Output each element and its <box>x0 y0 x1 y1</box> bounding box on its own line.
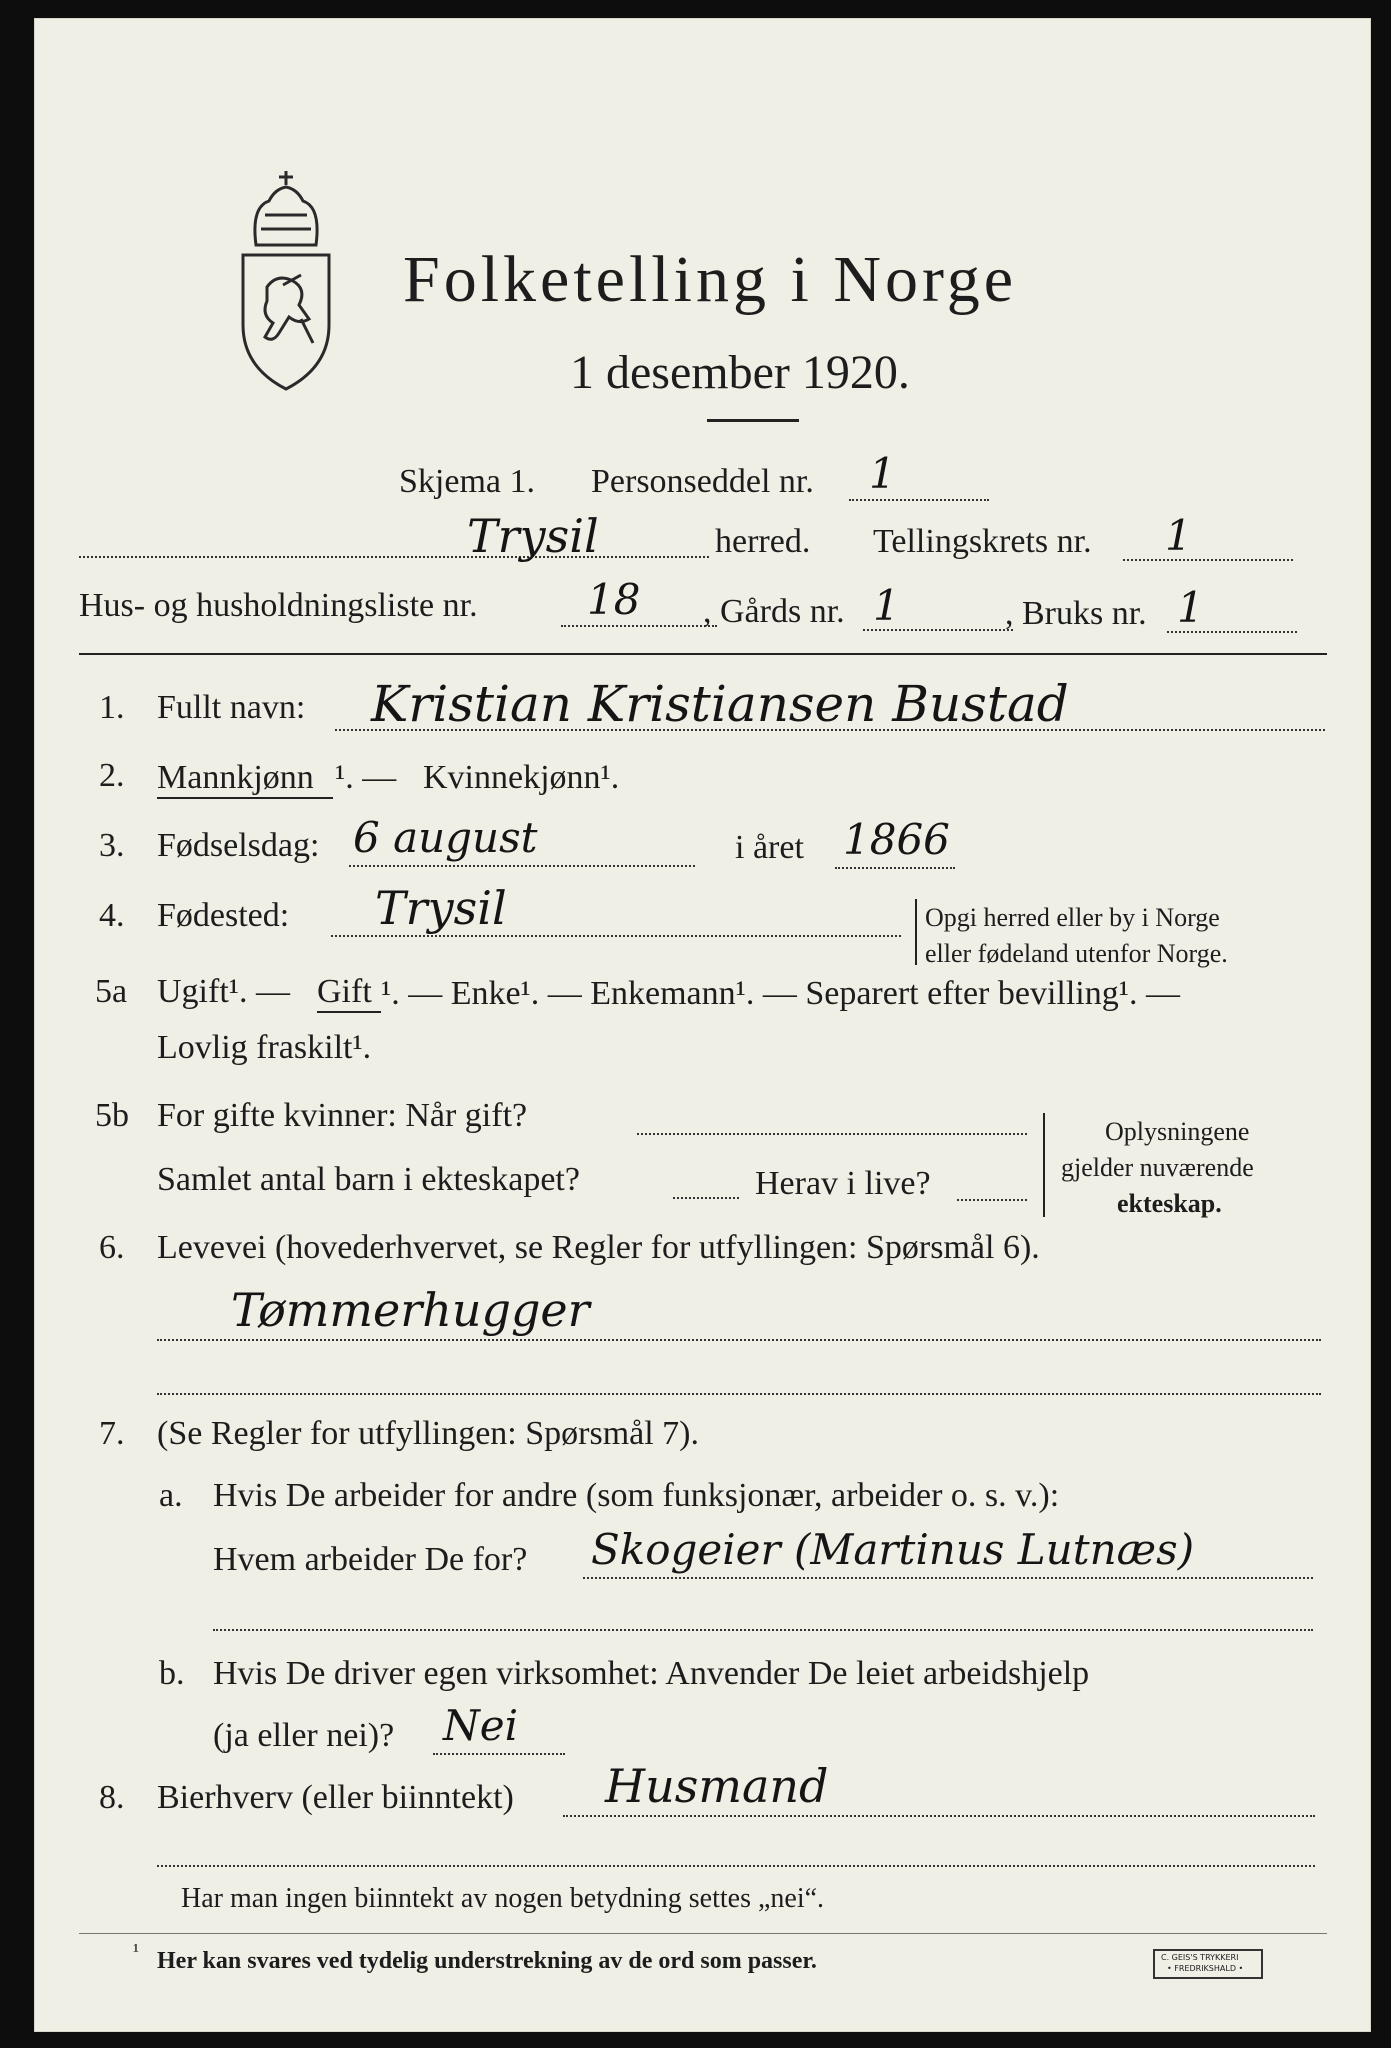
tellingskrets-field-line <box>1123 559 1293 561</box>
q3-field-line <box>349 865 695 867</box>
header-divider <box>79 653 1327 655</box>
q7a-line1: Hvis De arbeider for andre (som funksjonær, arbeider o. s. v.): <box>213 1477 1060 1514</box>
q3-year-label: i året <box>735 829 804 866</box>
q7a-line2: Hvem arbeider De for? <box>213 1541 528 1578</box>
personseddel-value: 1 <box>869 449 896 498</box>
title-divider <box>707 419 799 422</box>
q5b-note-line3: ekteskap. <box>1117 1189 1222 1218</box>
q2-number: 2. <box>99 757 125 794</box>
q8-field-line <box>563 1815 1315 1817</box>
q7b-hired-help-value: Nei <box>443 1701 519 1750</box>
q7-number: 7. <box>99 1415 125 1452</box>
tellingskrets-label: Tellingskrets nr. <box>873 523 1092 560</box>
printer-stamp-line1: C. GEIS'S TRYKKERI <box>1161 1953 1239 1962</box>
q8-label: Bierhverv (eller biinntekt) <box>157 1779 514 1816</box>
q5b-note-line2: gjelder nuværende <box>1061 1153 1254 1182</box>
q2-underline-marking <box>157 797 333 799</box>
q4-number: 4. <box>99 897 125 934</box>
q5b-line1: For gifte kvinner: Når gift? <box>157 1097 528 1134</box>
bruks-label: , Bruks nr. <box>1005 595 1147 632</box>
q6-field-line-2 <box>157 1393 1321 1395</box>
q8-number: 8. <box>99 1779 125 1816</box>
q4-note-line1: Opgi herred eller by i Norge <box>925 903 1220 932</box>
q7b-line1: Hvis De driver egen virksomhet: Anvender De leiet arbeidshjelp <box>213 1655 1090 1692</box>
q5a-option-fraskilt: Lovlig fraskilt¹. <box>157 1029 372 1066</box>
form-title: Folketelling i Norge <box>403 243 1018 316</box>
footnote-mark: ¹ <box>133 1940 139 1962</box>
hus-field-line <box>561 625 717 627</box>
q3-year-value: 1866 <box>843 815 950 864</box>
q5a-number: 5a <box>95 973 128 1010</box>
footnote-divider <box>79 1933 1327 1934</box>
q5b-married-field-line <box>637 1133 1027 1135</box>
q1-full-name-value: Kristian Kristiansen Bustad <box>371 675 1069 733</box>
q7b-letter: b. <box>159 1655 185 1692</box>
printer-stamp <box>1153 1949 1263 1979</box>
q5b-line2: Samlet antal barn i ekteskapet? <box>157 1161 580 1198</box>
biinntekt-note: Har man ingen biinntekt av nogen betydning settes „nei“. <box>181 1883 825 1914</box>
q7a-employer-value: Skogeier (Martinus Lutnæs) <box>591 1525 1195 1574</box>
q4-note-brace <box>915 899 917 965</box>
q5a-underline-marking <box>317 1011 381 1013</box>
q8-side-income-value: Husmand <box>605 1759 829 1813</box>
q7a-field-line <box>583 1577 1313 1579</box>
q1-label: Fullt navn: <box>157 689 306 726</box>
q5b-note-brace <box>1043 1113 1045 1217</box>
herred-field-line <box>79 556 709 558</box>
q5a-option-ugift: Ugift¹. — <box>157 973 290 1010</box>
q4-field-line <box>331 935 901 937</box>
q5b-herav-field-line <box>957 1199 1027 1201</box>
q7b-field-line <box>433 1753 565 1755</box>
q6-label: Levevei (hovederhvervet, se Regler for utfyllingen: Spørsmål 6). <box>157 1229 1040 1266</box>
q5b-children-field-line <box>673 1197 739 1199</box>
q5a-option-gift: Gift <box>317 973 372 1010</box>
q5a-remaining-options: ¹. — Enke¹. — Enkemann¹. — Separert efter bevilling¹. — <box>381 975 1180 1012</box>
q1-number: 1. <box>99 689 125 726</box>
q7b-line2: (ja eller nei)? <box>213 1717 395 1754</box>
q2-option-kvinnekjonn: Kvinnekjønn¹. <box>423 759 620 796</box>
norway-coat-of-arms-icon <box>231 167 341 393</box>
q3-number: 3. <box>99 827 125 864</box>
q6-occupation-value: Tømmerhugger <box>231 1283 590 1337</box>
hus-label: Hus- og husholdningsliste nr. <box>79 587 478 624</box>
q8-field-line-2 <box>157 1865 1315 1867</box>
q3-year-field-line <box>835 867 955 869</box>
gards-value: 1 <box>873 581 900 630</box>
q7a-letter: a. <box>159 1477 183 1514</box>
hus-value: 18 <box>587 575 641 624</box>
q3-birthday-value: 6 august <box>353 813 538 862</box>
census-date: 1 desember 1920. <box>570 346 910 399</box>
q4-label: Fødested: <box>157 897 290 934</box>
census-form-sheet <box>34 18 1371 2032</box>
bruks-value: 1 <box>1177 583 1204 632</box>
q6-number: 6. <box>99 1229 125 1266</box>
q5b-number: 5b <box>95 1097 129 1134</box>
personseddel-field-line <box>849 499 989 501</box>
q2-separator: ¹. — <box>335 759 397 796</box>
q7-label: (Se Regler for utfyllingen: Spørsmål 7). <box>157 1415 700 1452</box>
q4-birthplace-value: Trysil <box>375 881 507 935</box>
footnote-text: Her kan svares ved tydelig understrekning av de ord som passer. <box>157 1948 817 1974</box>
gards-label: , Gårds nr. <box>703 593 845 630</box>
q5b-herav-label: Herav i live? <box>755 1165 931 1202</box>
schema-label: Skjema 1. <box>399 463 535 500</box>
tellingskrets-value: 1 <box>1165 511 1192 560</box>
q3-label: Fødselsdag: <box>157 827 320 864</box>
printer-stamp-line2: • FREDRIKSHALD • <box>1167 1964 1244 1973</box>
personseddel-label: Personseddel nr. <box>591 463 814 500</box>
q5b-note-line1: Oplysningene <box>1105 1117 1250 1146</box>
herred-value: Trysil <box>467 509 599 563</box>
q2-option-mannkjonn: Mannkjønn <box>157 759 314 796</box>
q6-field-line-1 <box>157 1339 1321 1341</box>
q7a-field-line-2 <box>213 1629 1313 1631</box>
herred-label: herred. <box>715 523 811 560</box>
q4-note-line2: eller fødeland utenfor Norge. <box>925 939 1228 968</box>
